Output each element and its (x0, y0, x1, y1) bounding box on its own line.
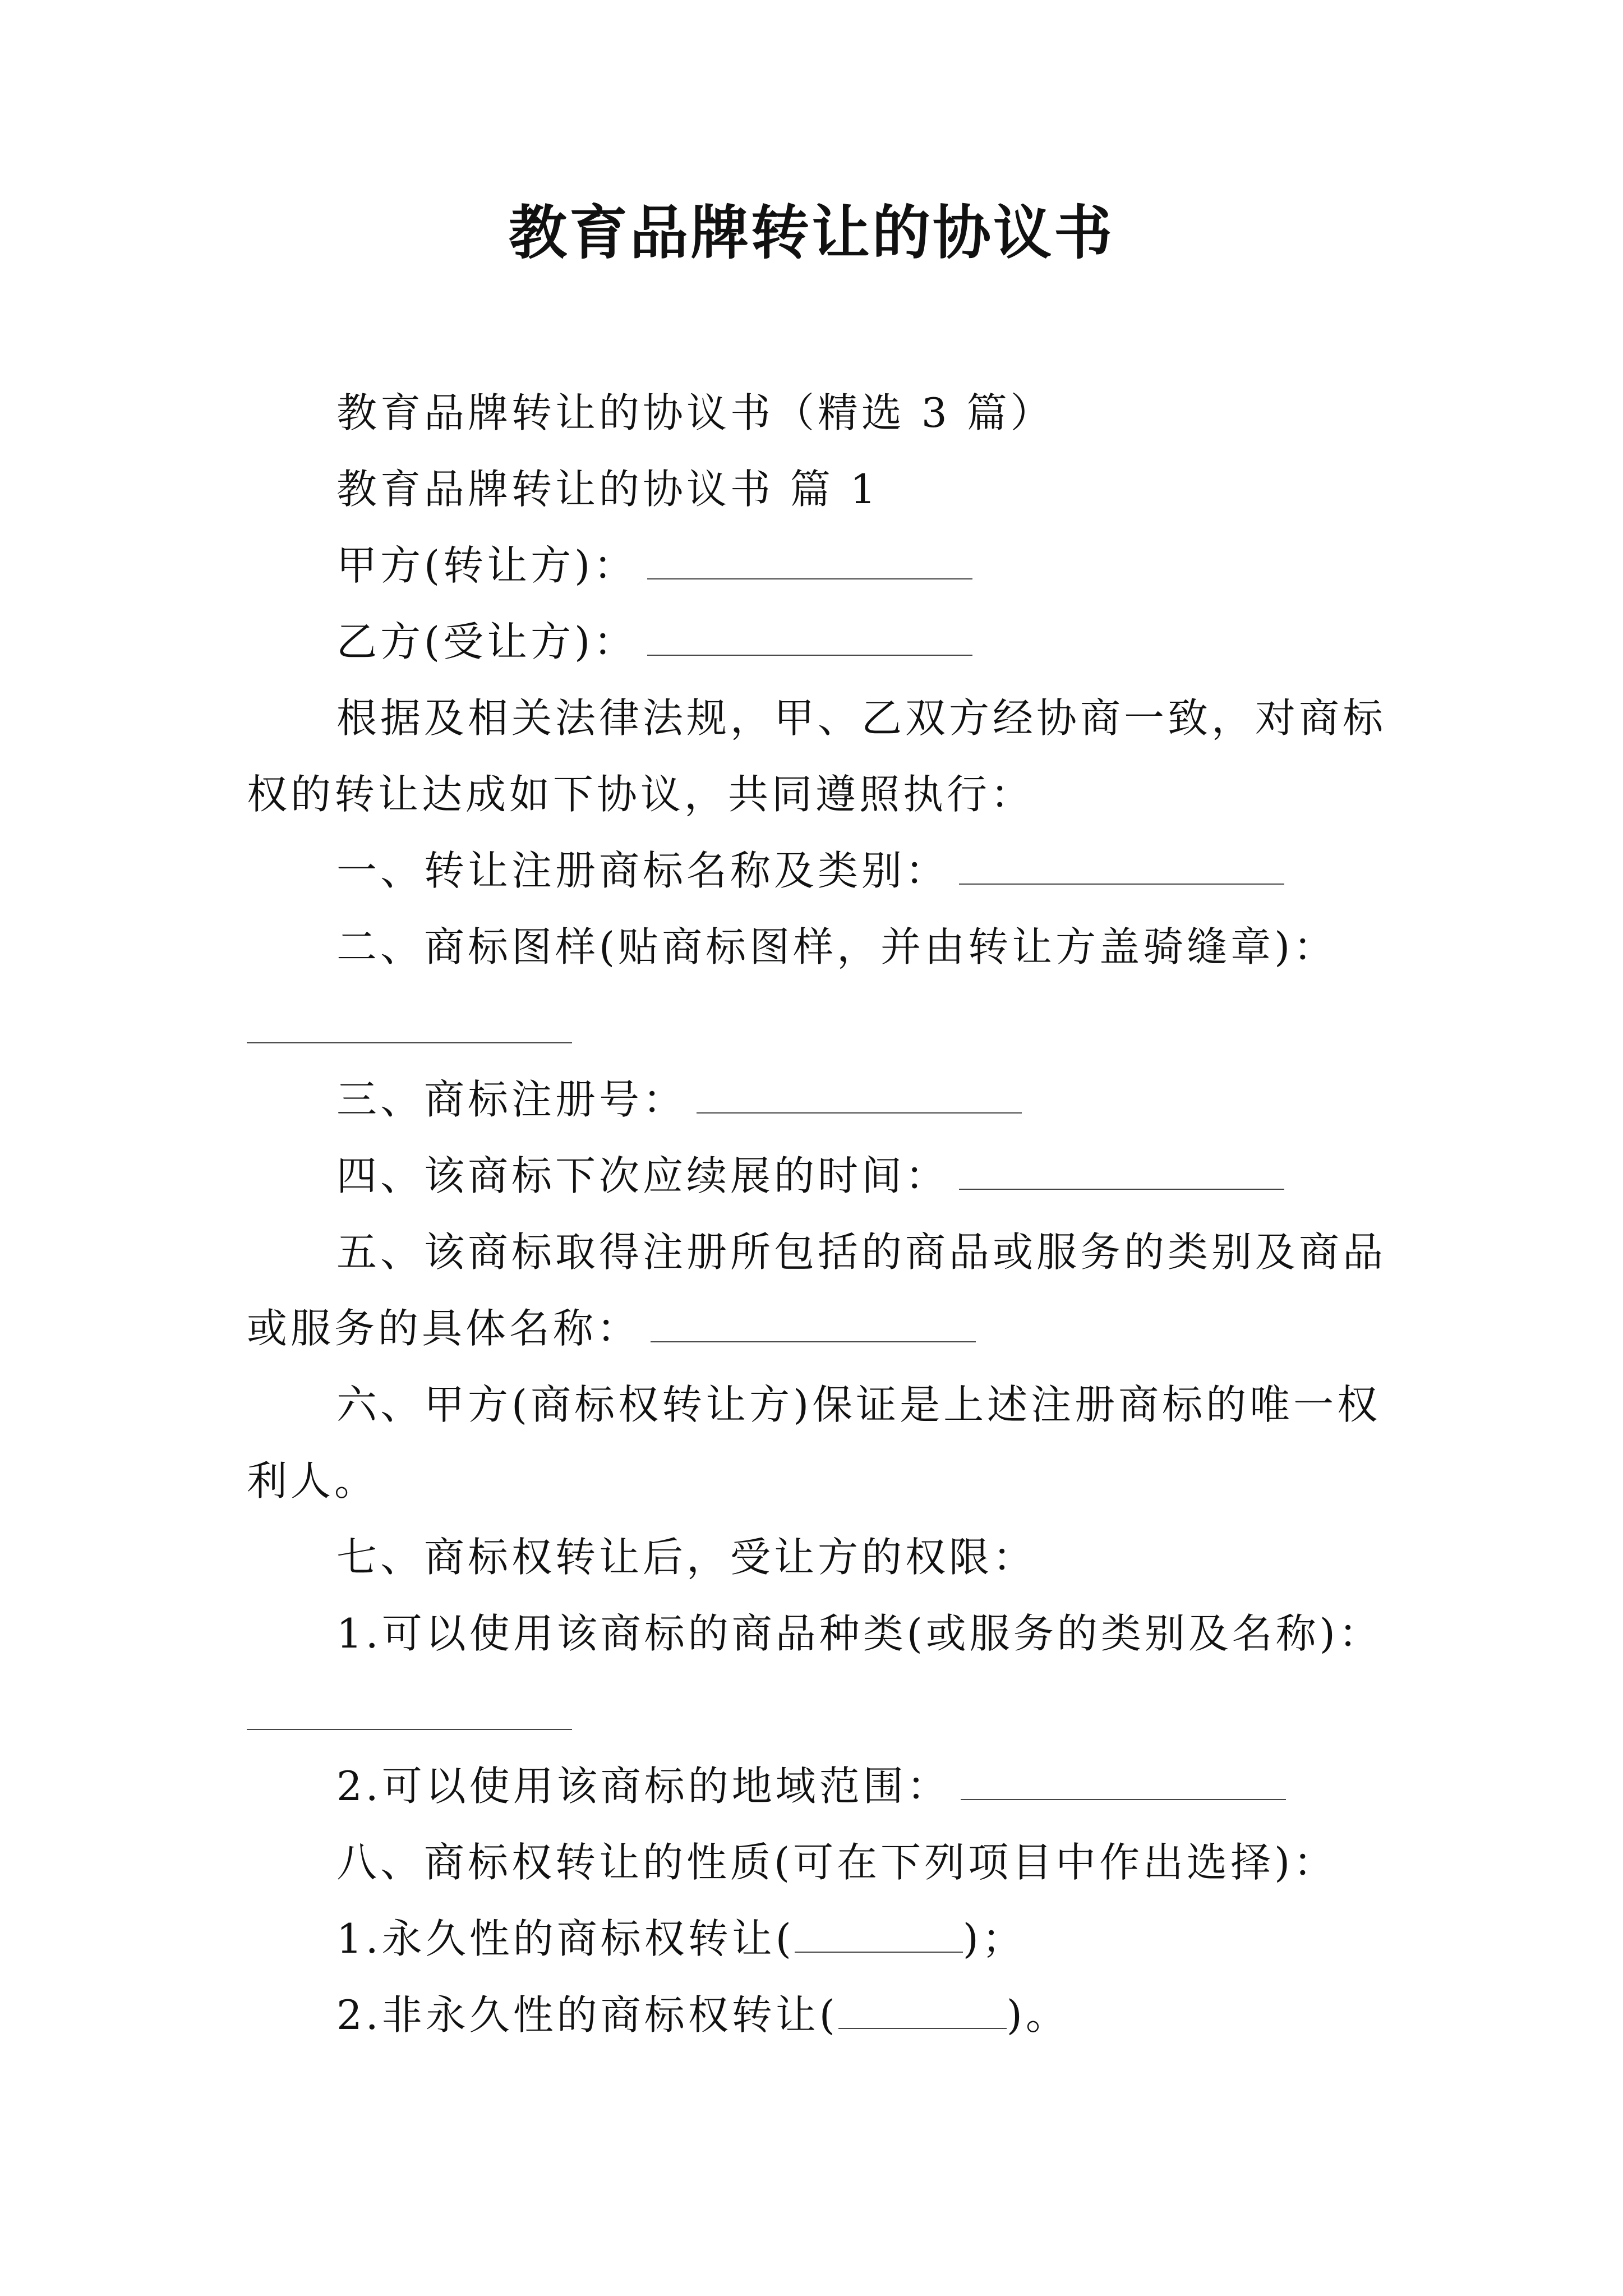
intro-text-1: 根据及相关法律法规，甲、乙双方经协商一致，对商标 (336, 694, 1387, 742)
clause-3-line (336, 1071, 1022, 1128)
intro-paragraph-line-2 (247, 766, 1034, 822)
section-heading-text: 教育品牌转让的协议书 篇 1 (336, 466, 879, 513)
clause-8-option-2-text: 2.非永久性的商标权转让( (336, 1991, 838, 2039)
clause-7-item-1-blank (247, 1729, 572, 1730)
clause-2-line (336, 919, 1337, 975)
intro-paragraph-line-1 (336, 690, 1386, 746)
clause-8-option-1-blank (795, 1917, 963, 1953)
clause-3-blank (697, 1078, 1022, 1114)
clause-7-line (336, 1529, 1036, 1585)
clause-2-text: 二、商标图样(贴商标图样，并由转让方盖骑缝章)： (336, 923, 1338, 970)
clause-6-line-2 (247, 1453, 378, 1509)
clause-8-option-1-line (336, 1911, 1026, 1967)
party-b-line (336, 614, 972, 670)
party-b-blank (647, 620, 972, 656)
clause-5-line-1 (336, 1224, 1386, 1280)
clause-6-text-1: 六、甲方(商标权转让方)保证是上述注册商标的唯一权 (336, 1381, 1381, 1428)
clause-7-item-1-text: 1.可以使用该商标的商品种类(或服务的类别及名称)： (336, 1610, 1382, 1657)
subtitle-line (336, 385, 1054, 441)
clause-7-item-2-line (336, 1758, 1286, 1814)
clause-7-item-2-blank (961, 1764, 1286, 1800)
clause-8-line (336, 1834, 1337, 1890)
section-heading (336, 461, 879, 517)
clause-5-text-2: 或服务的具体名称： (247, 1305, 641, 1352)
party-a-blank (647, 544, 972, 579)
clause-7-item-1-line (336, 1605, 1382, 1662)
clause-1-blank (959, 849, 1284, 885)
clause-4-text: 四、该商标下次应续展的时间： (336, 1152, 949, 1199)
clause-8-option-1-end: )； (962, 1915, 1026, 1962)
clause-5-text-1: 五、该商标取得注册所包括的商品或服务的类别及商品 (336, 1228, 1387, 1276)
clause-8-text: 八、商标权转让的性质(可在下列项目中作出选择)： (336, 1839, 1338, 1886)
subtitle-text: 教育品牌转让的协议书（精选 3 篇） (336, 389, 1054, 436)
clause-1-text: 一、转让注册商标名称及类别： (336, 847, 949, 894)
party-b-label: 乙方(受让方)： (336, 618, 638, 665)
intro-text-2: 权的转让达成如下协议，共同遵照执行： (247, 771, 1035, 818)
clause-4-blank (959, 1154, 1284, 1190)
clause-8-option-1-text: 1.永久性的商标权转让( (336, 1915, 795, 1962)
clause-8-option-2-line (336, 1987, 1069, 2043)
clause-6-text-2: 利人。 (247, 1457, 379, 1504)
party-a-line (336, 537, 972, 593)
clause-5-blank (651, 1306, 976, 1342)
clause-8-option-2-end: )。 (1006, 1991, 1069, 2039)
clause-2-blank (247, 1042, 572, 1043)
clause-7-text: 七、商标权转让后，受让方的权限： (336, 1534, 1037, 1581)
clause-7-item-2-text: 2.可以使用该商标的地域范围： (336, 1763, 951, 1810)
clause-4-line (336, 1148, 1284, 1204)
party-a-label: 甲方(转让方)： (336, 542, 638, 589)
clause-5-line-2 (247, 1300, 976, 1356)
clause-1-line (336, 843, 1284, 899)
clause-8-option-2-blank (838, 1993, 1007, 2029)
clause-6-line-1 (336, 1377, 1381, 1433)
clause-3-text: 三、商标注册号： (336, 1076, 687, 1123)
document-title: 教育品牌转让的协议书 (508, 199, 1114, 267)
